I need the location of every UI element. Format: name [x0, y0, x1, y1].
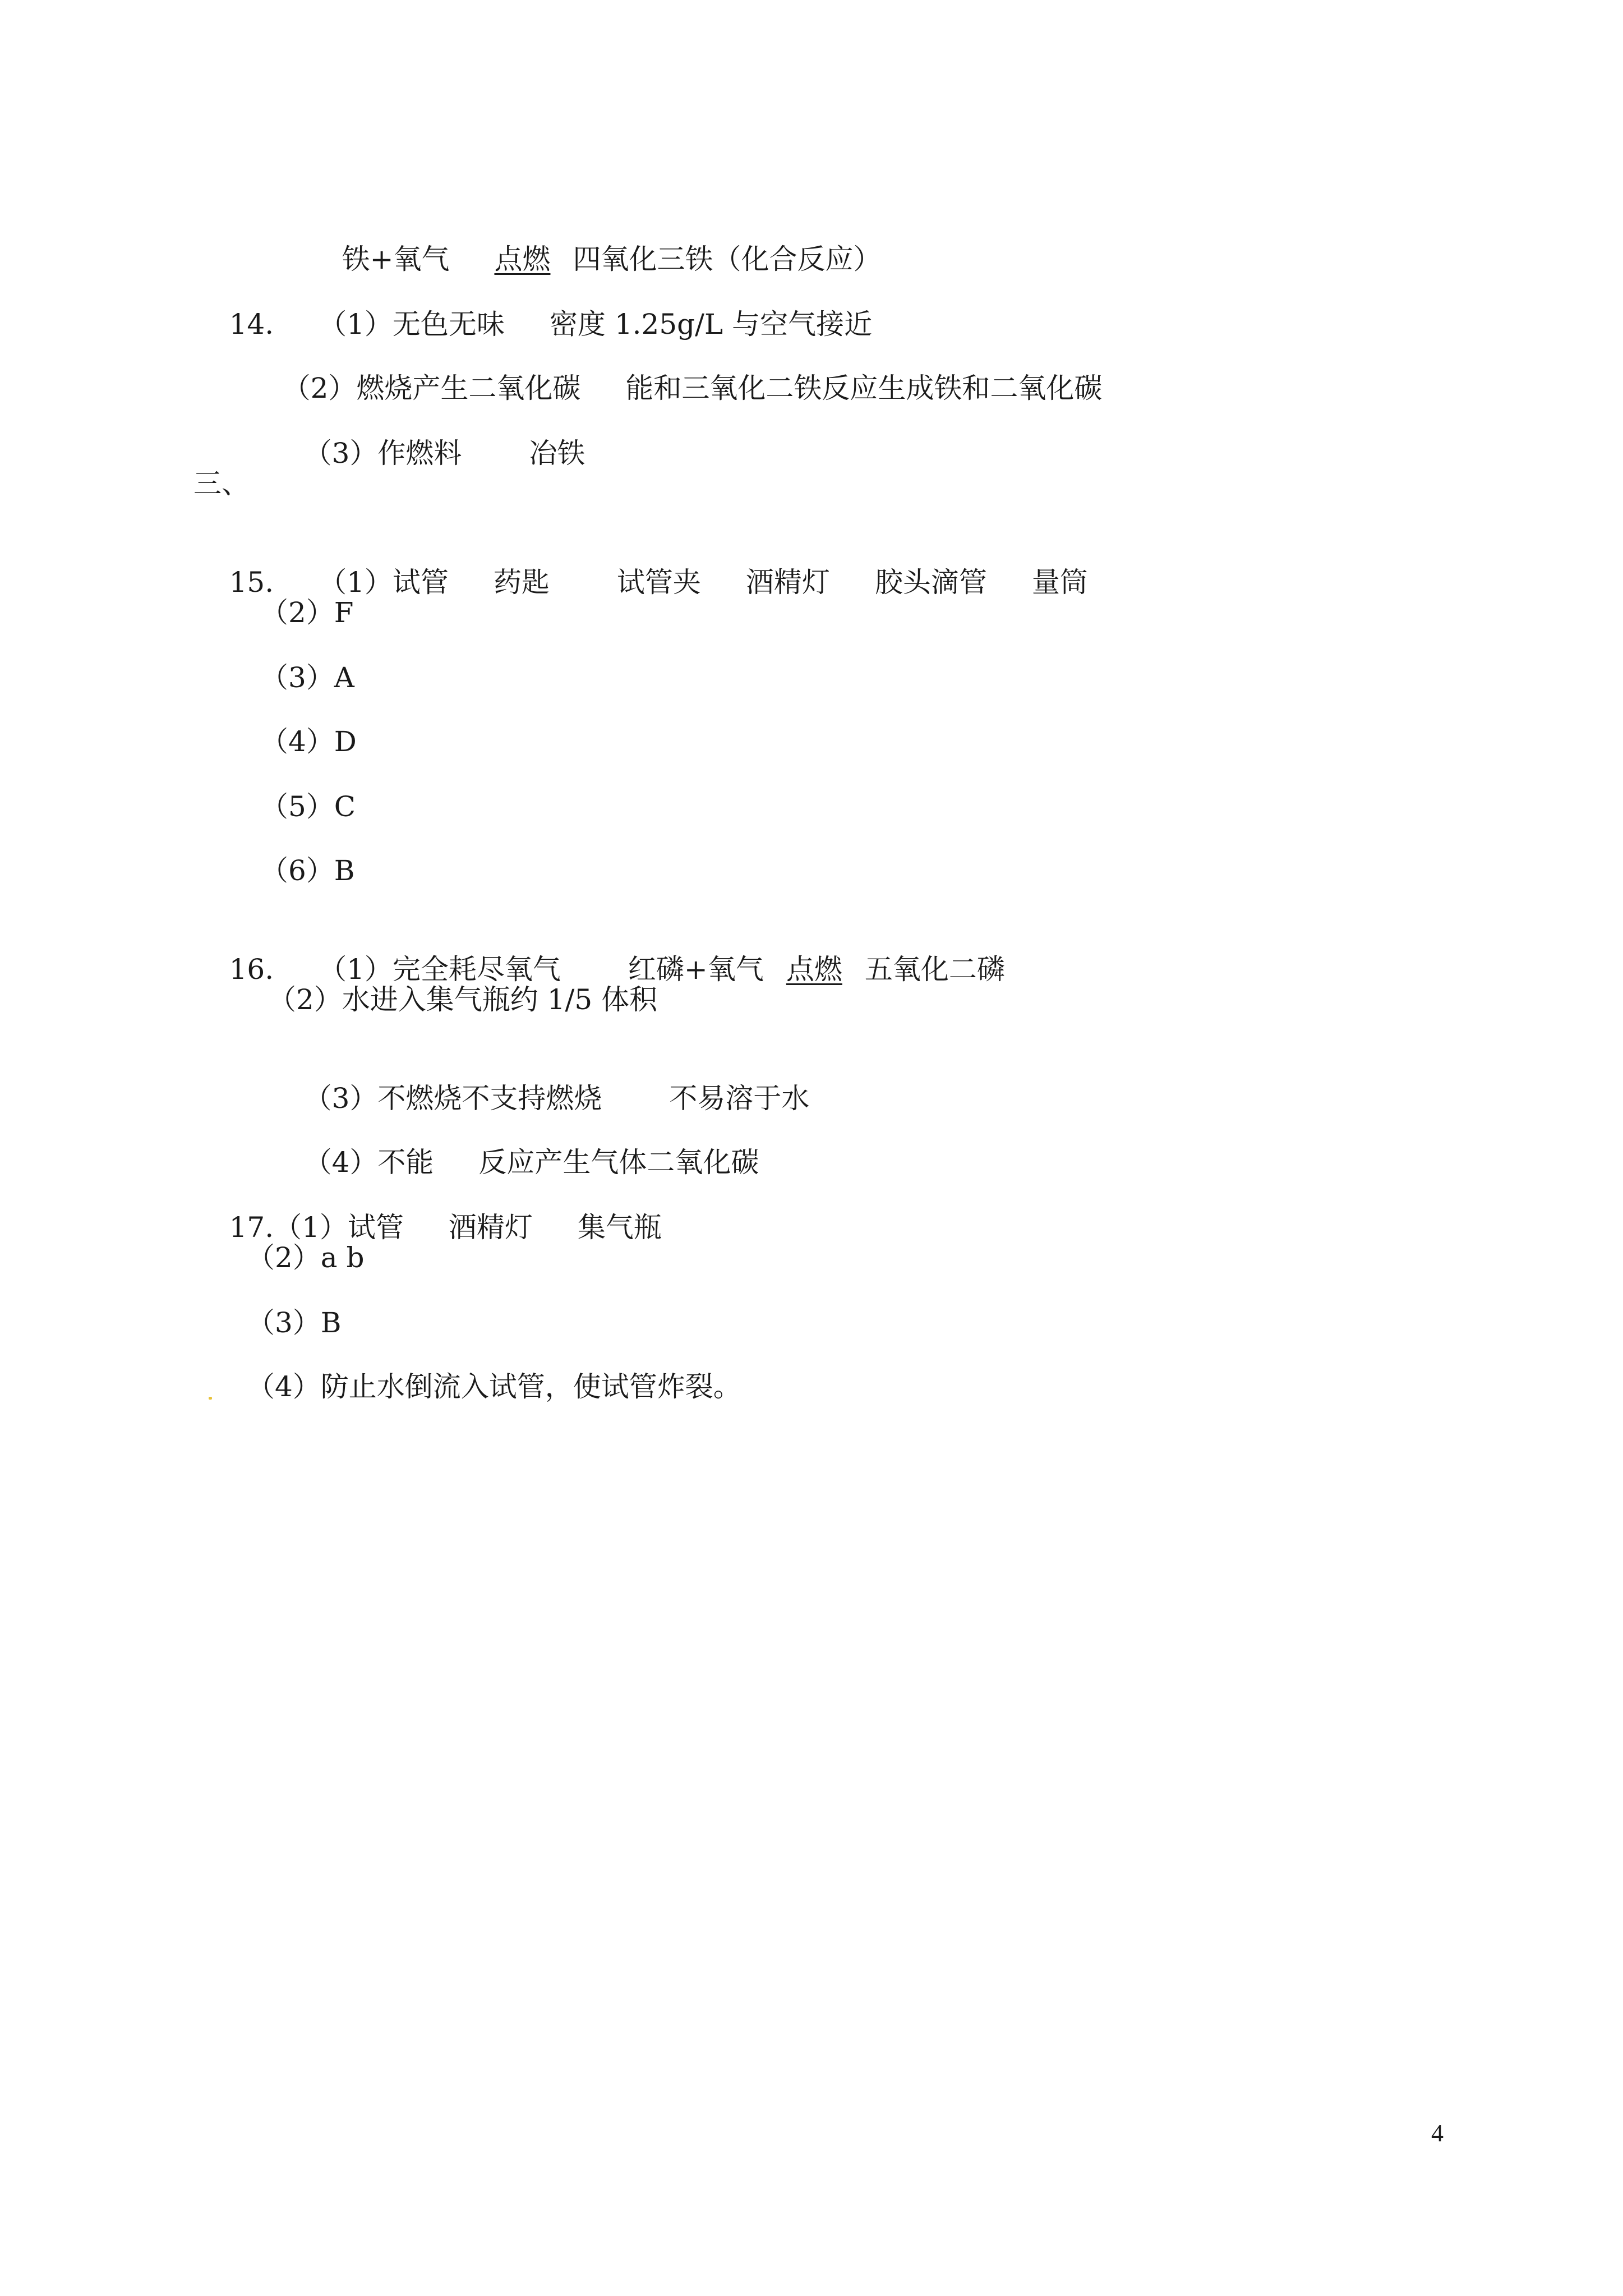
question-number: 14. — [229, 308, 274, 341]
answer-text: （1）试管 — [319, 566, 449, 599]
product-text: 五氧化二磷 — [864, 953, 1005, 986]
answer-text: 集气瓶 — [577, 1211, 662, 1244]
answer-17-part-3: （3）B — [247, 1306, 342, 1339]
answer-text: 能和三氧化二铁反应生成铁和二氧化碳 — [625, 372, 1103, 404]
answer-17-part-2: （2）a b — [247, 1241, 365, 1274]
answer-text: （2）燃烧产生二氧化碳 — [282, 372, 581, 404]
answer-text: 药匙 — [493, 566, 550, 599]
answer-15-part-5: （5）C — [260, 790, 356, 823]
reaction-condition: 点燃 — [786, 953, 842, 986]
answer-17-part-4: （4）防止水倒流入试管，使试管炸裂。 — [247, 1370, 741, 1403]
product-text: 四氧化三铁（化合反应） — [573, 243, 882, 275]
answer-15-part-6: （6）B — [260, 854, 355, 887]
answer-text: 胶头滴管 — [874, 566, 987, 599]
answer-text: 酒精灯 — [745, 566, 830, 599]
answer-text: （4）不能 — [303, 1146, 434, 1179]
question-number: 15. — [229, 566, 274, 599]
answer-text: 冶铁 — [529, 437, 585, 470]
question-number: 17. — [229, 1211, 274, 1244]
answer-text: （1）完全耗尽氧气 — [319, 953, 561, 986]
answer-text: （3）不燃烧不支持燃烧 — [303, 1082, 602, 1115]
answer-text: 反应产生气体二氧化碳 — [478, 1146, 759, 1179]
scan-speck — [209, 1397, 212, 1400]
reactants-text: 铁+氧气 — [342, 243, 450, 275]
answer-15-part-4: （4）D — [260, 725, 357, 758]
answer-15-part-2: （2）F — [260, 596, 354, 629]
answer-text: 酒精灯 — [448, 1211, 533, 1244]
reactants-text: 红磷+氧气 — [628, 953, 764, 986]
answer-text: （1）无色无味 — [319, 308, 505, 341]
answer-text: 密度 1.25g/L 与空气接近 — [549, 308, 873, 341]
answer-text: （1）试管 — [274, 1211, 404, 1244]
reaction-condition: 点燃 — [494, 243, 551, 275]
section-heading: 三、 — [193, 467, 250, 500]
question-number: 16. — [229, 953, 274, 986]
answer-16-part-2: （2）水进入集气瓶约 1/5 体积 — [268, 983, 658, 1016]
answer-text: 不易溶于水 — [669, 1082, 810, 1115]
page-number: 4 — [1431, 2119, 1444, 2147]
answer-text: （3）作燃料 — [303, 437, 462, 470]
answer-text: 试管夹 — [616, 566, 701, 599]
answer-15-part-3: （3）A — [260, 661, 354, 694]
answer-14-part-3 — [268, 403, 585, 504]
answer-text: 量筒 — [1031, 566, 1088, 599]
